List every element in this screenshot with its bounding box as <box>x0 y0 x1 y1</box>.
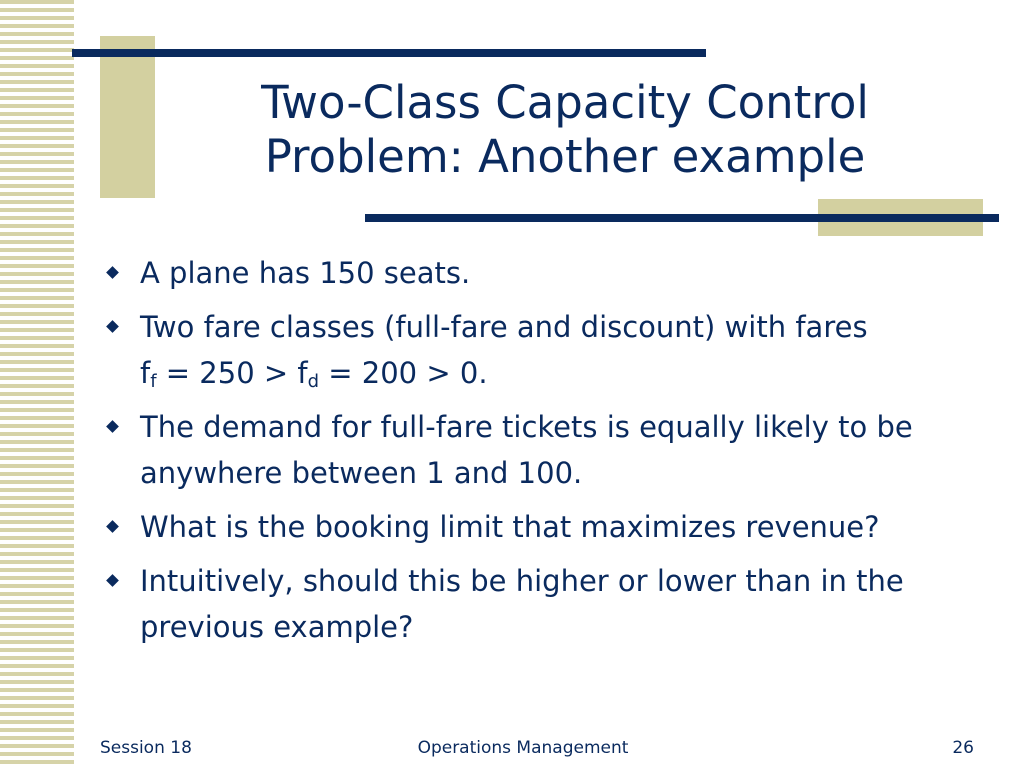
slide-title-line-2: Problem: Another example <box>264 130 866 183</box>
bullet-item-3 <box>104 404 1004 496</box>
diamond-bullet-icon <box>106 520 119 533</box>
bullet-text-2-line-1: Two fare classes (full-fare and discount) with fares <box>140 310 868 344</box>
footer-session: Session 18 <box>100 738 192 758</box>
bullet-item-5 <box>104 558 1004 650</box>
decorative-rule-top <box>72 49 706 57</box>
decorative-block-top <box>100 36 155 198</box>
diamond-bullet-icon <box>106 420 119 433</box>
bullet-text-3: The demand for full-fare tickets is equally likely to be anywhere between 1 and 100. <box>140 410 913 490</box>
fare-full-symbol: f <box>140 356 151 390</box>
footer-course: Operations Management <box>417 738 629 758</box>
diamond-bullet-icon <box>106 574 119 587</box>
fare-discount-subscript: d <box>307 371 320 392</box>
bullet-text-1: A plane has 150 seats. <box>140 256 471 290</box>
fare-full-subscript: f <box>150 371 157 392</box>
diamond-bullet-icon <box>106 320 119 333</box>
bullet-text-4: What is the booking limit that maximizes revenue? <box>140 510 880 544</box>
bullet-item-2 <box>104 304 1004 396</box>
footer-page-number: 26 <box>952 738 974 758</box>
striped-sidebar-decoration <box>0 0 74 768</box>
bullet-list <box>104 250 1004 658</box>
decorative-rule-bottom <box>365 214 999 222</box>
slide-title <box>180 76 950 184</box>
slide-title-line-1: Two-Class Capacity Control <box>261 76 869 129</box>
bullet-item-4 <box>104 504 1004 550</box>
bullet-item-1 <box>104 250 1004 296</box>
diamond-bullet-icon <box>106 266 119 279</box>
bullet-text-5: Intuitively, should this be higher or lower than in the previous example? <box>140 564 904 644</box>
fare-comparison-end: = 200 > 0. <box>319 356 488 390</box>
fare-comparison-middle: = 250 > f <box>156 356 308 390</box>
